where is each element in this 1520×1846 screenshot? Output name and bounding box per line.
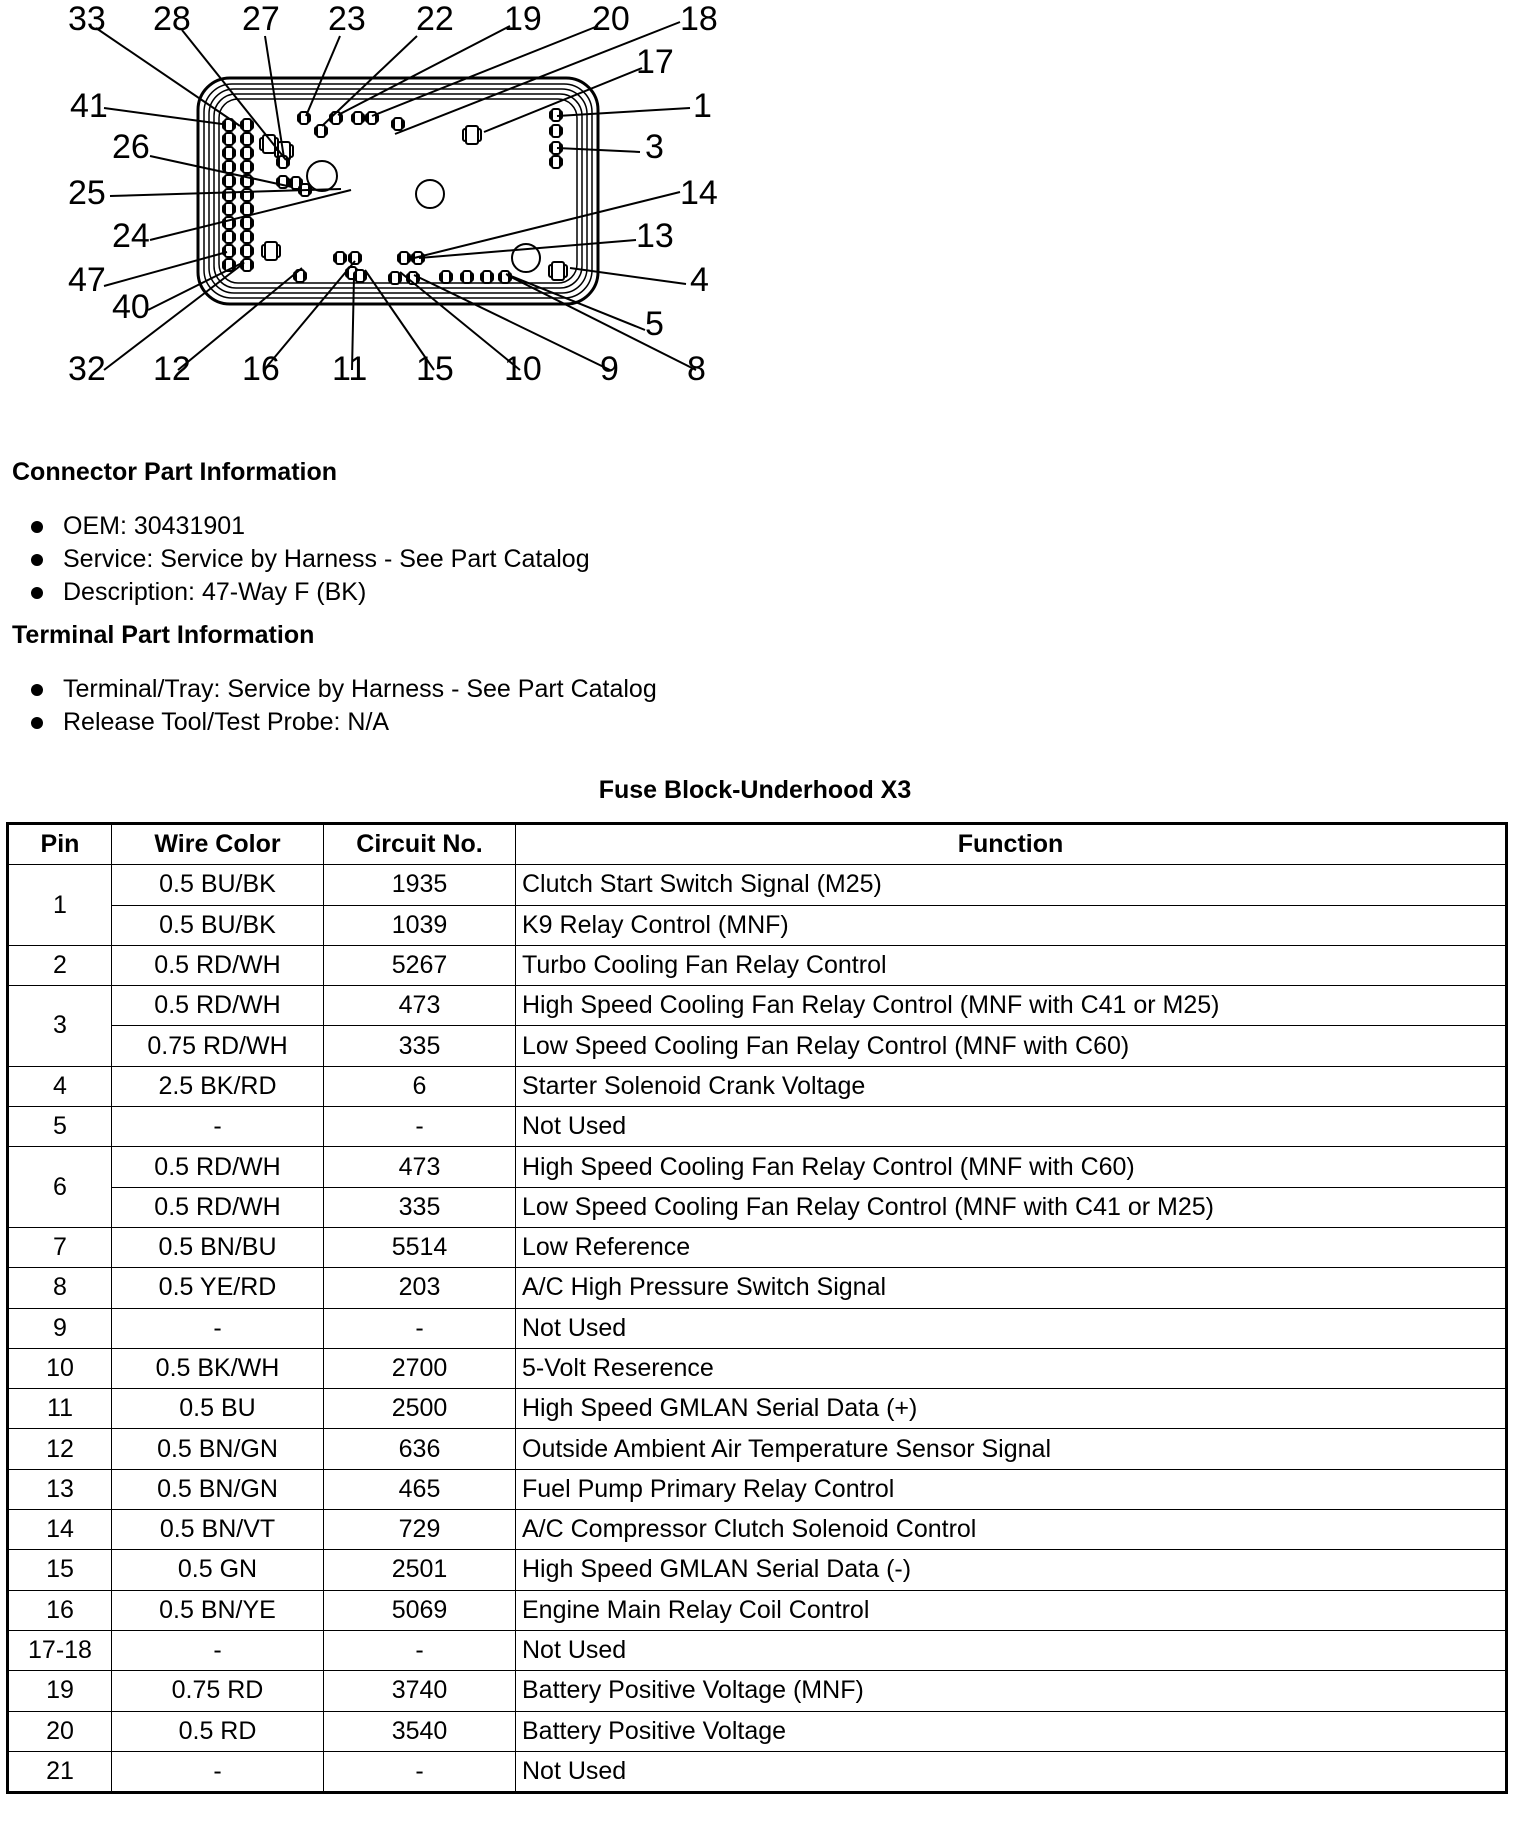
cell-function: Battery Positive Voltage (MNF) (516, 1671, 1507, 1711)
terminal (549, 262, 567, 280)
terminal (298, 112, 310, 124)
cell-circuit: 6 (324, 1066, 516, 1106)
table-row (8, 1550, 1507, 1590)
connector-diagram (0, 0, 760, 400)
cell-wire-color: - (112, 1630, 324, 1670)
cell-pin: 20 (8, 1711, 112, 1751)
cell-circuit: 3540 (324, 1711, 516, 1751)
terminal (241, 161, 253, 173)
cell-pin: 2 (8, 945, 112, 985)
pin-label: 3 (645, 128, 664, 166)
cell-function: Turbo Cooling Fan Relay Control (516, 945, 1507, 985)
cell-function: A/C Compressor Clutch Solenoid Control (516, 1510, 1507, 1550)
terminal (352, 112, 364, 124)
terminal (398, 252, 410, 264)
pin-label: 33 (68, 0, 106, 38)
table-row (8, 1066, 1507, 1106)
cell-circuit: 5069 (324, 1590, 516, 1630)
cell-wire-color: 0.5 YE/RD (112, 1268, 324, 1308)
pin-label: 40 (112, 288, 150, 326)
cell-function: A/C High Pressure Switch Signal (516, 1268, 1507, 1308)
terminal (334, 252, 346, 264)
cell-function: Not Used (516, 1107, 1507, 1147)
bullet-icon (31, 554, 43, 566)
cell-circuit: 335 (324, 1187, 516, 1227)
table-row (8, 1107, 1507, 1147)
cell-pin: 16 (8, 1590, 112, 1630)
pin-label: 27 (242, 0, 280, 38)
list-item: Terminal/Tray: Service by Harness - See Part Catalog (28, 673, 657, 706)
cell-circuit: 2501 (324, 1550, 516, 1590)
pin-label: 14 (680, 174, 718, 212)
cell-pin: 7 (8, 1227, 112, 1267)
cell-pin: 8 (8, 1268, 112, 1308)
table-row (8, 1348, 1507, 1388)
table-row (8, 1147, 1507, 1187)
cell-wire-color: 0.5 RD (112, 1711, 324, 1751)
column-header-pin: Pin (8, 824, 112, 865)
terminal (392, 118, 404, 130)
pinout-table (6, 822, 1508, 1794)
terminal-info-list (28, 673, 657, 739)
cell-pin: 19 (8, 1671, 112, 1711)
cell-wire-color: 2.5 BK/RD (112, 1066, 324, 1106)
table-row (8, 1510, 1507, 1550)
list-item: Service: Service by Harness - See Part Catalog (28, 543, 590, 576)
terminal (315, 125, 327, 137)
pin-label: 47 (68, 261, 106, 299)
cell-function: Not Used (516, 1751, 1507, 1792)
cell-circuit: 465 (324, 1469, 516, 1509)
terminal (241, 217, 253, 229)
leader-line (570, 268, 686, 284)
cell-pin: 21 (8, 1751, 112, 1792)
cell-circuit: 5267 (324, 945, 516, 985)
table-row (8, 1389, 1507, 1429)
cell-function: Battery Positive Voltage (516, 1711, 1507, 1751)
cell-function: 5-Volt Reserence (516, 1348, 1507, 1388)
column-header-circuit: Circuit No. (324, 824, 516, 865)
table-row (8, 945, 1507, 985)
table-row (8, 986, 1507, 1026)
cell-wire-color: 0.5 BN/GN (112, 1469, 324, 1509)
pin-label: 12 (153, 350, 191, 388)
terminal (241, 245, 253, 257)
terminal (241, 231, 253, 243)
cell-circuit: - (324, 1630, 516, 1670)
cell-function: Low Speed Cooling Fan Relay Control (MNF with C60) (516, 1026, 1507, 1066)
pin-label: 8 (687, 350, 706, 388)
cell-function: High Speed Cooling Fan Relay Control (MNF with C60) (516, 1147, 1507, 1187)
terminal (354, 270, 366, 282)
pin-label: 5 (645, 305, 664, 343)
list-item: Description: 47-Way F (BK) (28, 576, 590, 609)
bullet-icon (31, 717, 43, 729)
cell-function: Outside Ambient Air Temperature Sensor Signal (516, 1429, 1507, 1469)
pin-label: 17 (636, 43, 674, 81)
pin-label: 18 (680, 0, 718, 38)
cell-function: Not Used (516, 1630, 1507, 1670)
cell-wire-color: 0.75 RD (112, 1671, 324, 1711)
leader-lines (96, 22, 696, 370)
connector-info-list (28, 510, 590, 609)
cell-circuit: 335 (324, 1026, 516, 1066)
pin-label: 4 (690, 261, 709, 299)
cell-pin: 9 (8, 1308, 112, 1348)
cell-wire-color: 0.5 RD/WH (112, 1147, 324, 1187)
column-header-wire-color: Wire Color (112, 824, 324, 865)
terminal (241, 119, 253, 131)
terminal-info-heading: Terminal Part Information (12, 621, 315, 649)
cell-circuit: - (324, 1308, 516, 1348)
table-row (8, 1268, 1507, 1308)
cell-circuit: 473 (324, 1147, 516, 1187)
pin-label: 28 (153, 0, 191, 38)
cell-wire-color: 0.5 RD/WH (112, 986, 324, 1026)
cell-wire-color: 0.5 BU (112, 1389, 324, 1429)
cell-circuit: 1935 (324, 865, 516, 905)
cell-wire-color: - (112, 1308, 324, 1348)
cell-circuit: 1039 (324, 905, 516, 945)
cell-function: Fuel Pump Primary Relay Control (516, 1469, 1507, 1509)
connector-info-heading: Connector Part Information (12, 458, 338, 486)
pin-label: 16 (242, 350, 280, 388)
cell-pin: 13 (8, 1469, 112, 1509)
table-title: Fuse Block-Underhood X3 (598, 776, 912, 804)
cell-circuit: 729 (324, 1510, 516, 1550)
cell-circuit: - (324, 1751, 516, 1792)
cell-wire-color: 0.5 BN/BU (112, 1227, 324, 1267)
table-row (8, 1227, 1507, 1267)
pin-label: 19 (504, 0, 542, 38)
cell-function: K9 Relay Control (MNF) (516, 905, 1507, 945)
cell-circuit: 2500 (324, 1389, 516, 1429)
pin-label: 24 (112, 217, 150, 255)
cell-function: Not Used (516, 1308, 1507, 1348)
cell-function: Low Speed Cooling Fan Relay Control (MNF with C41 or M25) (516, 1187, 1507, 1227)
pin-label: 22 (416, 0, 454, 38)
cell-pin: 6 (8, 1147, 112, 1228)
table-row (8, 1630, 1507, 1670)
cell-wire-color: - (112, 1751, 324, 1792)
table-row (8, 1308, 1507, 1348)
cell-circuit: 3740 (324, 1671, 516, 1711)
table-header-row (8, 824, 1507, 865)
terminal (262, 242, 280, 260)
terminal (223, 189, 235, 201)
cell-function: High Speed GMLAN Serial Data (+) (516, 1389, 1507, 1429)
cell-wire-color: 0.5 BK/WH (112, 1348, 324, 1388)
list-item: OEM: 30431901 (28, 510, 590, 543)
cell-function: Clutch Start Switch Signal (M25) (516, 865, 1507, 905)
terminal (223, 161, 235, 173)
cell-function: High Speed Cooling Fan Relay Control (MNF with C41 or M25) (516, 986, 1507, 1026)
terminal (463, 126, 481, 144)
bullet-icon (31, 521, 43, 533)
terminal (223, 147, 235, 159)
table-row (8, 1429, 1507, 1469)
cell-wire-color: 0.5 BN/VT (112, 1510, 324, 1550)
bullet-icon (31, 684, 43, 696)
cell-pin: 15 (8, 1550, 112, 1590)
cell-wire-color: 0.5 BU/BK (112, 865, 324, 905)
terminal (223, 133, 235, 145)
locating-hole (416, 180, 444, 208)
bullet-icon (31, 587, 43, 599)
cell-pin: 3 (8, 986, 112, 1067)
terminal (294, 270, 306, 282)
table-row (8, 1026, 1507, 1066)
pin-label: 10 (504, 350, 542, 388)
list-item: Release Tool/Test Probe: N/A (28, 706, 657, 739)
cell-pin: 12 (8, 1429, 112, 1469)
table-row (8, 1751, 1507, 1792)
leader-line (306, 36, 340, 116)
cell-wire-color: 0.5 BN/YE (112, 1590, 324, 1630)
pin-label: 23 (328, 0, 366, 38)
table-row (8, 1671, 1507, 1711)
terminal (241, 147, 253, 159)
table-row (8, 1590, 1507, 1630)
pin-label: 20 (592, 0, 630, 38)
cell-wire-color: 0.5 BN/GN (112, 1429, 324, 1469)
terminal (440, 271, 452, 283)
pin-label: 32 (68, 350, 106, 388)
table-body (8, 865, 1507, 1793)
cell-function: High Speed GMLAN Serial Data (-) (516, 1550, 1507, 1590)
pin-label: 1 (693, 87, 712, 125)
cell-pin: 5 (8, 1107, 112, 1147)
terminal (223, 245, 235, 257)
pin-label: 25 (68, 174, 106, 212)
table-row (8, 865, 1507, 905)
pin-label: 26 (112, 128, 150, 166)
table-row (8, 1711, 1507, 1751)
table-row (8, 905, 1507, 945)
cell-wire-color: 0.5 RD/WH (112, 945, 324, 985)
terminal (223, 231, 235, 243)
terminal (461, 271, 473, 283)
cell-wire-color: 0.5 RD/WH (112, 1187, 324, 1227)
column-header-function: Function (516, 824, 1507, 865)
terminal (550, 156, 562, 168)
terminal (389, 272, 401, 284)
cell-pin: 10 (8, 1348, 112, 1388)
cell-wire-color: 0.5 BU/BK (112, 905, 324, 945)
leader-line (150, 156, 292, 187)
cell-function: Engine Main Relay Coil Control (516, 1590, 1507, 1630)
terminal (241, 203, 253, 215)
leader-line (557, 108, 690, 116)
cell-wire-color: - (112, 1107, 324, 1147)
cell-pin: 14 (8, 1510, 112, 1550)
terminal (550, 125, 562, 137)
table-row (8, 1187, 1507, 1227)
cell-circuit: - (324, 1107, 516, 1147)
cell-pin: 4 (8, 1066, 112, 1106)
pin-label: 11 (332, 350, 368, 388)
terminal (223, 203, 235, 215)
terminal (223, 175, 235, 187)
terminal (241, 133, 253, 145)
cell-circuit: 203 (324, 1268, 516, 1308)
pin-label: 9 (600, 350, 619, 388)
pin-label: 13 (636, 217, 674, 255)
cell-circuit: 2700 (324, 1348, 516, 1388)
cell-function: Starter Solenoid Crank Voltage (516, 1066, 1507, 1106)
cell-function: Low Reference (516, 1227, 1507, 1267)
cell-pin: 17-18 (8, 1630, 112, 1670)
pin-label: 41 (70, 87, 108, 125)
cell-wire-color: 0.75 RD/WH (112, 1026, 324, 1066)
cell-circuit: 5514 (324, 1227, 516, 1267)
cell-circuit: 636 (324, 1429, 516, 1469)
terminal (481, 271, 493, 283)
pin-label: 15 (416, 350, 454, 388)
cell-pin: 11 (8, 1389, 112, 1429)
table-row (8, 1469, 1507, 1509)
cell-wire-color: 0.5 GN (112, 1550, 324, 1590)
cell-pin: 1 (8, 865, 112, 946)
cell-circuit: 473 (324, 986, 516, 1026)
